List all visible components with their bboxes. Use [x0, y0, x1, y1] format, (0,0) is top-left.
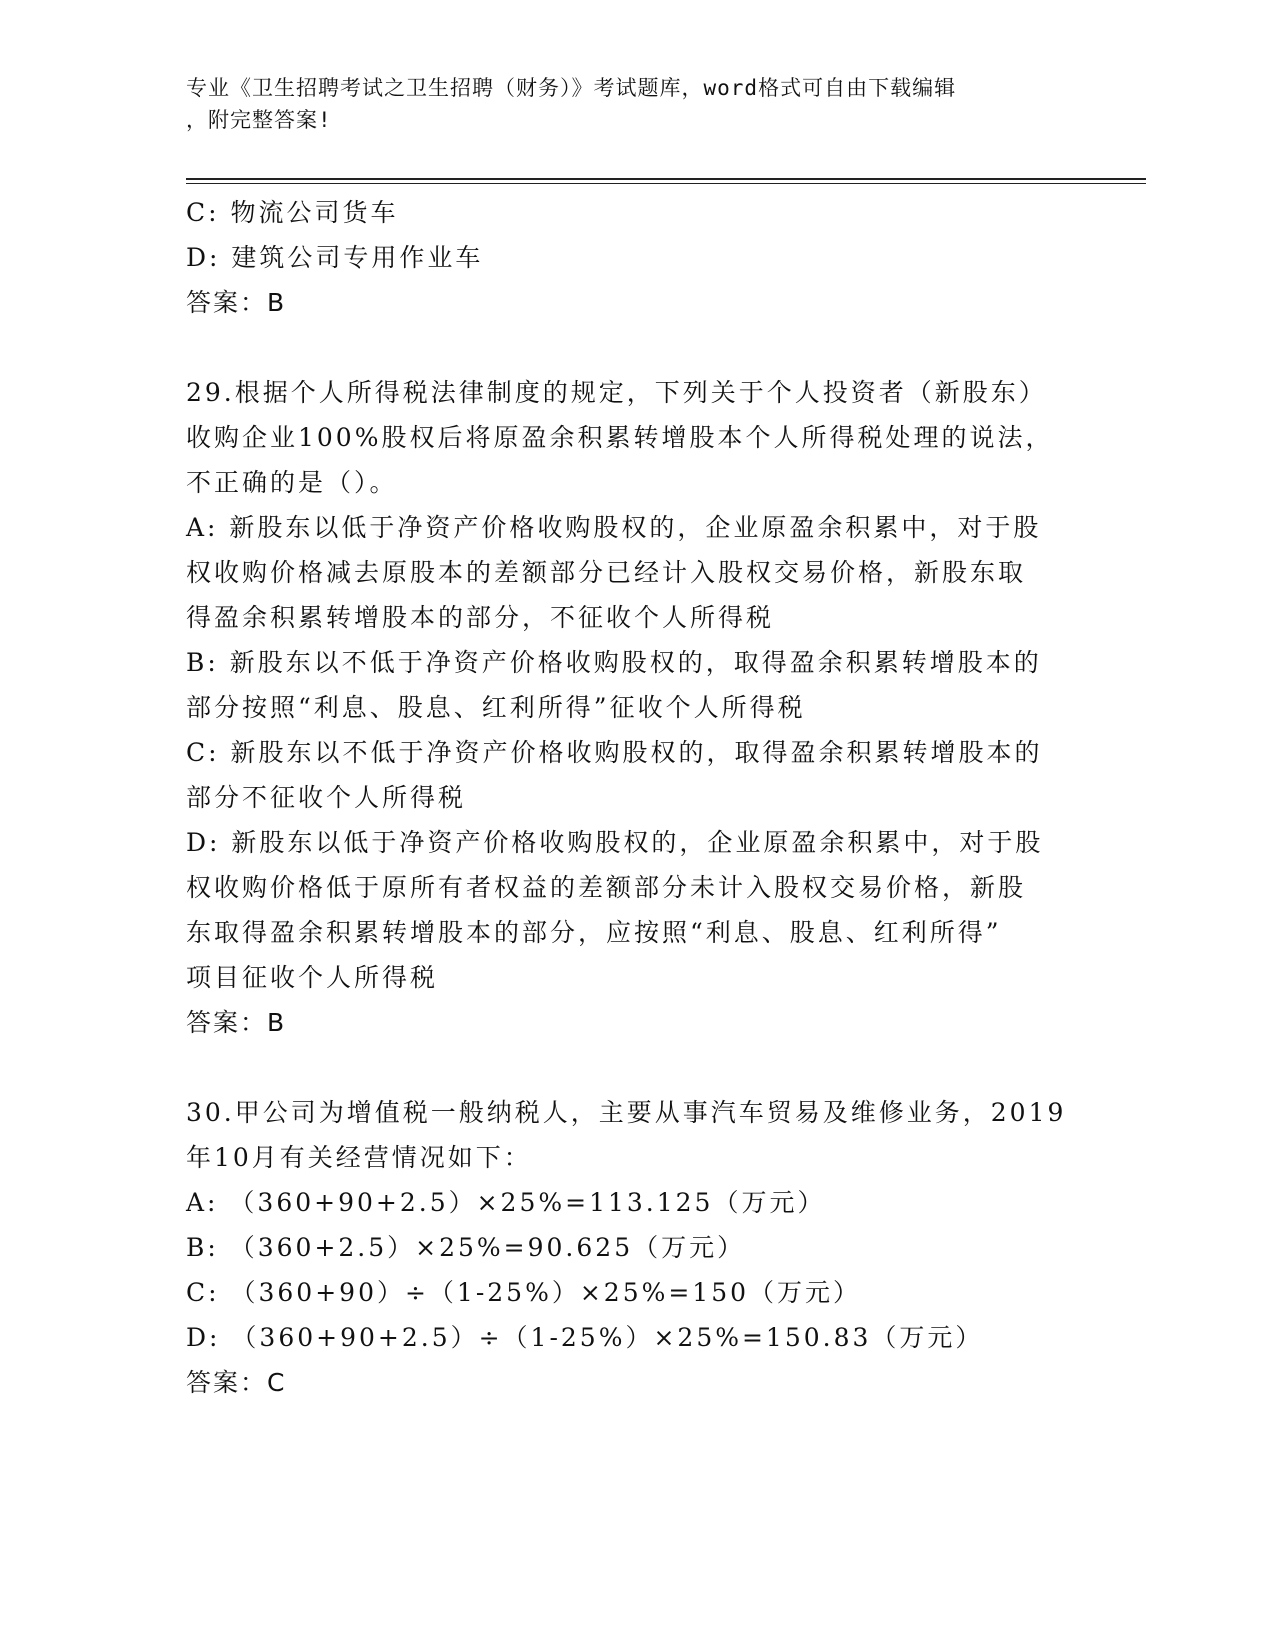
previous-question-tail: [186, 190, 1086, 325]
option-line: D: 新股东以低于净资产价格收购股权的，企业原盈余积累中，对于股: [186, 828, 1044, 857]
option-line: 东取得盈余积累转增股本的部分，应按照“利息、股息、红利所得”: [186, 918, 1002, 947]
question-stem-line: 不正确的是（）。: [186, 468, 398, 497]
option-d: D: （360+90+2.5）÷（1-25%）×25%=150.83（万元）: [186, 1323, 984, 1352]
document-header: [186, 72, 1066, 136]
option-line: 部分不征收个人所得税: [186, 783, 467, 812]
option-d: D: 建筑公司专用作业车: [186, 243, 484, 272]
question-29: [186, 370, 1086, 1045]
option-line: 得盈余积累转增股本的部分，不征收个人所得税: [186, 603, 775, 632]
header-line-1: 专业《卫生招聘考试之卫生招聘（财务）》考试题库，word格式可自由下载编辑: [186, 76, 957, 100]
header-divider-thick: [186, 178, 1146, 180]
question-30: [186, 1090, 1086, 1405]
option-b: B: （360+2.5）×25%=90.625（万元）: [186, 1233, 746, 1262]
option-line: 权收购价格低于原所有者权益的差额部分未计入股权交易价格，新股: [186, 873, 1027, 902]
option-line: A: 新股东以低于净资产价格收购股权的，企业原盈余积累中，对于股: [186, 513, 1042, 542]
answer-line: 答案：B: [186, 1008, 287, 1037]
option-line: C: 新股东以不低于净资产价格收购股权的，取得盈余积累转增股本的: [186, 738, 1043, 767]
option-line: 部分按照“利息、股息、红利所得”征收个人所得税: [186, 693, 806, 722]
answer-line: 答案：C: [186, 1368, 287, 1397]
header-line-2: ，附完整答案!: [186, 108, 332, 132]
question-stem-line: 年10月有关经营情况如下：: [186, 1143, 532, 1172]
spacer: [186, 325, 1086, 370]
option-line: 权收购价格减去原股本的差额部分已经计入股权交易价格，新股东取: [186, 558, 1027, 587]
spacer: [186, 1045, 1086, 1090]
option-line: B: 新股东以不低于净资产价格收购股权的，取得盈余积累转增股本的: [186, 648, 1042, 677]
option-c: C: （360+90）÷（1-25%）×25%=150（万元）: [186, 1278, 862, 1307]
header-divider-thin: [186, 183, 1146, 184]
question-stem-line: 收购企业100%股权后将原盈余积累转增股本个人所得税处理的说法，: [186, 423, 1054, 452]
option-line: 项目征收个人所得税: [186, 963, 439, 992]
option-c: C: 物流公司货车: [186, 198, 399, 227]
option-a: A: （360+90+2.5）×25%=113.125（万元）: [186, 1188, 826, 1217]
answer-line: 答案：B: [186, 288, 287, 317]
question-stem-line: 30.甲公司为增值税一般纳税人，主要从事汽车贸易及维修业务，2019: [186, 1098, 1067, 1127]
document-body: [186, 190, 1086, 1405]
question-stem-line: 29.根据个人所得税法律制度的规定，下列关于个人投资者（新股东）: [186, 378, 1047, 407]
